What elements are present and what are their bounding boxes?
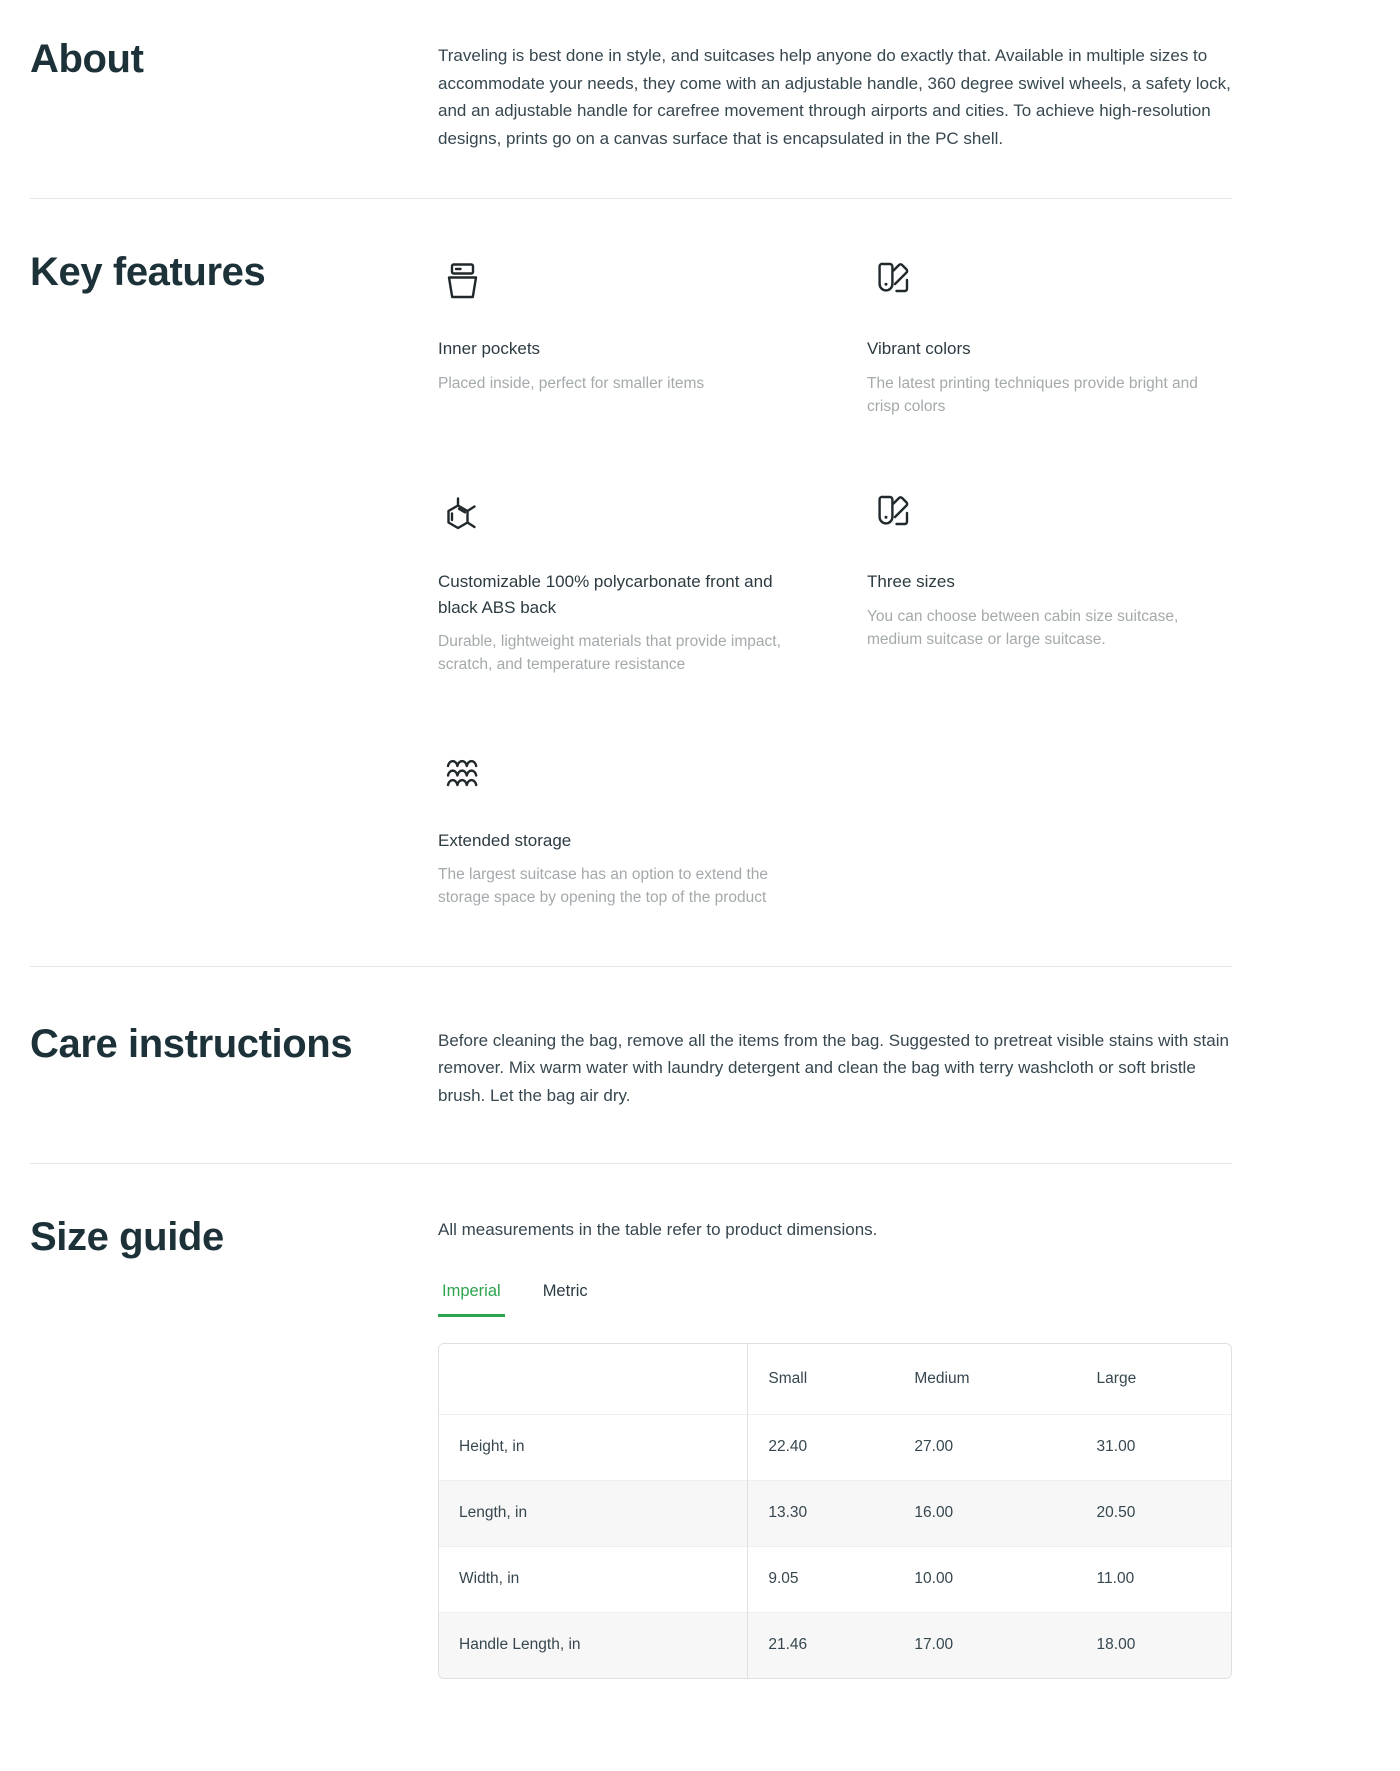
care-instructions-paragraph: Before cleaning the bag, remove all the items from the bag. Suggested to pretreat visible stains with stain remover. Mix warm water with laundry detergent and clean the bag with terry washcloth or soft bristle brush. Let the bag air dry. xyxy=(438,1030,1229,1105)
feature-description: The latest printing techniques provide bright and crisp colors xyxy=(867,374,1198,415)
feature-three-sizes xyxy=(867,490,1232,677)
unit-tabs xyxy=(438,1282,1232,1317)
table-row xyxy=(439,1546,1231,1612)
tab-imperial[interactable]: Imperial xyxy=(438,1282,505,1317)
about-title: About xyxy=(30,37,144,81)
care-instructions-section xyxy=(30,967,1232,1164)
cell-value: 16.00 xyxy=(894,1480,1076,1546)
key-features-title: Key features xyxy=(30,250,266,295)
table-row xyxy=(439,1480,1231,1546)
size-table xyxy=(438,1343,1232,1679)
table-header-small: Small xyxy=(748,1344,895,1414)
tab-metric[interactable]: Metric xyxy=(542,1282,588,1301)
feature-title: Inner pockets xyxy=(438,339,541,359)
feature-vibrant-colors xyxy=(867,257,1232,418)
feature-polycarbonate xyxy=(438,490,803,677)
cell-value: 22.40 xyxy=(748,1414,895,1480)
care-instructions-title: Care instructions xyxy=(30,1021,353,1066)
row-label: Width, in xyxy=(439,1546,748,1612)
row-label: Height, in xyxy=(439,1414,748,1480)
feature-description: You can choose between cabin size suitcase, medium suitcase or large suitcase. xyxy=(867,607,1179,648)
key-features-section xyxy=(30,199,1232,966)
table-row xyxy=(439,1414,1231,1480)
size-guide-section xyxy=(30,1164,1232,1731)
inner-pockets-icon xyxy=(438,257,486,310)
cell-value: 13.30 xyxy=(748,1480,895,1546)
cell-value: 27.00 xyxy=(894,1414,1076,1480)
color-swatch-icon xyxy=(867,257,915,310)
size-guide-note: All measurements in the table refer to product dimensions. xyxy=(438,1220,878,1240)
cell-value: 20.50 xyxy=(1077,1480,1231,1546)
row-label: Length, in xyxy=(439,1480,748,1546)
cell-value: 21.46 xyxy=(748,1612,895,1678)
feature-description: Durable, lightweight materials that provide impact, scratch, and temperature resistance xyxy=(438,633,781,674)
cell-value: 31.00 xyxy=(1077,1414,1231,1480)
features-grid xyxy=(438,249,1232,910)
feature-title: Three sizes xyxy=(867,572,955,592)
cell-value: 17.00 xyxy=(894,1612,1076,1678)
table-header-empty xyxy=(439,1344,748,1414)
about-paragraph: Traveling is best done in style, and suitcases help anyone do exactly that. Available in multiple sizes to accommodate your needs, they come with an adjustable handle, 360 degree swivel wheels, a safety lock, and an adjustable handle for carefree movement through airports and cities. To achieve high-resolution designs, prints go on a canvas surface that is encapsulated in the PC shell. xyxy=(438,46,1231,148)
cell-value: 9.05 xyxy=(748,1546,895,1612)
color-swatch-icon xyxy=(867,490,915,543)
feature-title: Extended storage xyxy=(438,830,572,850)
feature-inner-pockets xyxy=(438,257,803,418)
molecule-icon xyxy=(438,490,486,543)
cell-value: 10.00 xyxy=(894,1546,1076,1612)
feature-description: The largest suitcase has an option to extend the storage space by opening the top of the product xyxy=(438,866,769,907)
about-section xyxy=(30,0,1232,198)
cell-value: 18.00 xyxy=(1077,1612,1231,1678)
size-guide-title: Size guide xyxy=(30,1215,224,1260)
table-header-large: Large xyxy=(1077,1344,1231,1414)
table-header-row xyxy=(439,1344,1231,1414)
feature-title: Customizable 100% polycarbonate front and black ABS back xyxy=(438,572,773,617)
row-label: Handle Length, in xyxy=(439,1612,748,1678)
feature-description: Placed inside, perfect for smaller items xyxy=(438,374,705,392)
waves-icon xyxy=(438,749,486,802)
table-row xyxy=(439,1612,1231,1678)
cell-value: 11.00 xyxy=(1077,1546,1231,1612)
feature-title: Vibrant colors xyxy=(867,339,971,359)
feature-extended-storage xyxy=(438,749,803,910)
table-header-medium: Medium xyxy=(894,1344,1076,1414)
